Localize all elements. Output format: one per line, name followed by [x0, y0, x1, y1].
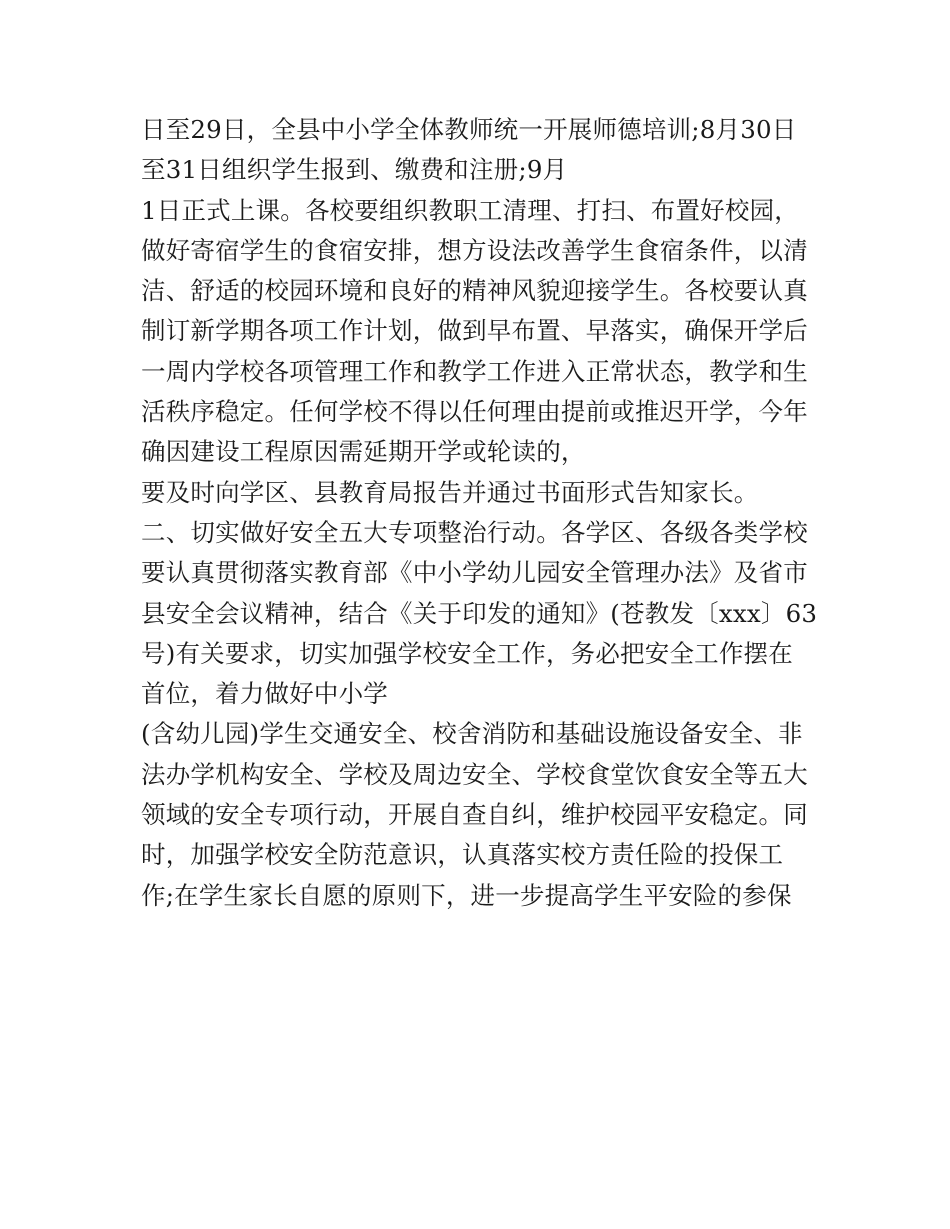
text-line-18: 领域的安全专项行动，开展自查自纠，维护校园平安稳定。同 [141, 800, 808, 830]
text-line-7: 一周内学校各项管理工作和教学工作进入正常状态，教学和生 [141, 356, 808, 386]
document-body [141, 110, 821, 916]
text-line-13: 县安全会议精神，结合《关于印发的通知》(苍教发〔xxx〕63 [141, 598, 818, 628]
text-line-16: (含幼儿园)学生交通安全、校舍消防和基础设施设备安全、非 [141, 719, 803, 749]
text-line-1: 日至29日，全县中小学全体教师统一开展师德培训;8月30日 [141, 115, 797, 144]
text-line-3: 1日正式上课。各校要组织教职工清理、打扫、布置好校园， [141, 195, 799, 225]
text-line-15: 首位，着力做好中小学 [141, 679, 388, 709]
text-line-19: 时，加强学校安全防范意识，认真落实校方责任险的投保工 [141, 840, 784, 870]
text-line-4: 做好寄宿学生的食宿安排，想方设法改善学生食宿条件，以清 [141, 235, 808, 265]
text-line-20: 作;在学生家长自愿的原则下，进一步提高学生平安险的参保 [141, 880, 792, 910]
text-line-14: 号)有关要求，切实加强学校安全工作，务必把安全工作摆在 [141, 638, 793, 668]
text-line-2: 至31日组织学生报到、缴费和注册;9月 [141, 155, 568, 185]
text-line-6: 制订新学期各项工作计划，做到早布置、早落实，确保开学后 [141, 316, 808, 346]
text-line-11: 二、切实做好安全五大专项整治行动。各学区、各级各类学校 [141, 517, 808, 547]
text-line-17: 法办学机构安全、学校及周边安全、学校食堂饮食安全等五大 [141, 759, 808, 789]
text-line-10: 要及时向学区、县教育局报告并通过书面形式告知家长。 [141, 477, 759, 507]
text-line-9: 确因建设工程原因需延期开学或轮读的， [141, 437, 586, 467]
text-line-5: 洁、舒适的校园环境和良好的精神风貌迎接学生。各校要认真 [141, 276, 808, 306]
text-line-12: 要认真贯彻落实教育部《中小学幼儿园安全管理办法》及省市 [141, 558, 808, 588]
text-line-8: 活秩序稳定。任何学校不得以任何理由提前或推迟开学，今年 [141, 397, 808, 427]
